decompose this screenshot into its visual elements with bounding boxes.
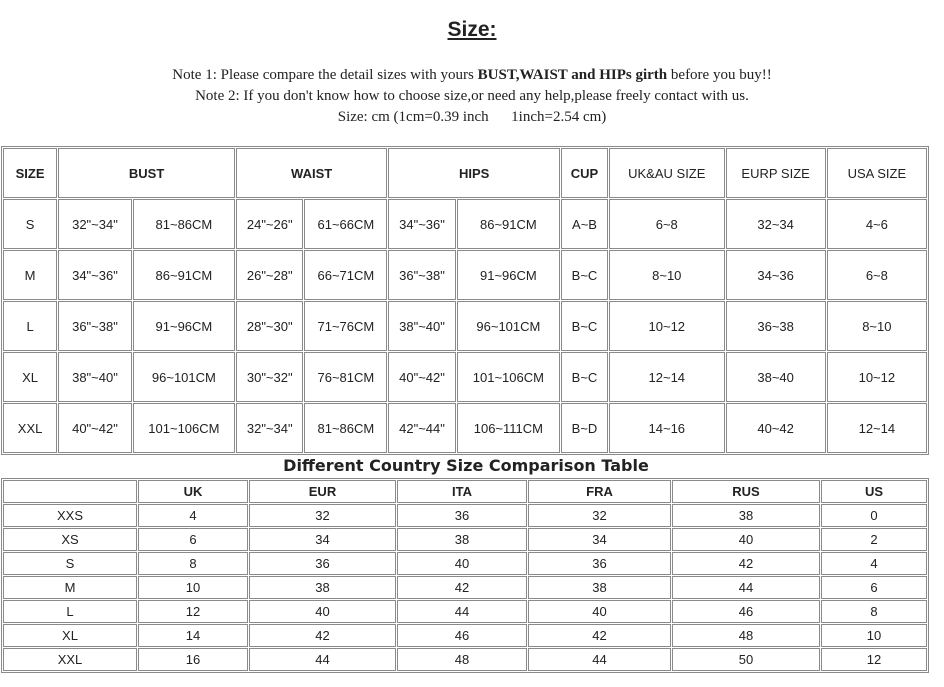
size-table-cell: 12~14 bbox=[827, 403, 927, 453]
comparison-cell: XS bbox=[3, 528, 137, 551]
comparison-cell: 36 bbox=[249, 552, 396, 575]
comparison-cell: 6 bbox=[138, 528, 248, 551]
comparison-table-body bbox=[3, 480, 927, 671]
size-table-cell: L bbox=[3, 301, 57, 351]
size-table-cell: 106~111CM bbox=[457, 403, 560, 453]
size-table-cell: 6~8 bbox=[827, 250, 927, 300]
size-table-row bbox=[3, 403, 927, 453]
comparison-cell: 10 bbox=[138, 576, 248, 599]
note-1-bold: BUST,WAIST and HIPs girth bbox=[477, 67, 668, 83]
comparison-cell: 14 bbox=[138, 624, 248, 647]
note-1-suffix: before you buy!! bbox=[667, 67, 772, 83]
comparison-cell: 48 bbox=[672, 624, 820, 647]
size-table-cell: 66~71CM bbox=[304, 250, 387, 300]
comparison-row bbox=[3, 600, 927, 623]
comparison-row bbox=[3, 504, 927, 527]
comparison-header-cell bbox=[3, 480, 137, 503]
size-header-hips: HIPS bbox=[388, 148, 560, 198]
size-table-row bbox=[3, 301, 927, 351]
notes-block bbox=[0, 65, 944, 128]
comparison-cell: L bbox=[3, 600, 137, 623]
size-table-cell: 34"~36" bbox=[388, 199, 455, 249]
size-table-body bbox=[3, 199, 927, 453]
comparison-cell: 38 bbox=[672, 504, 820, 527]
size-table-row bbox=[3, 199, 927, 249]
size-table-cell: 6~8 bbox=[609, 199, 725, 249]
comparison-cell: 40 bbox=[397, 552, 527, 575]
note-2: Note 2: If you don't know how to choose size,or need any help,please freely contact with us. bbox=[195, 88, 749, 104]
size-table-cell: 14~16 bbox=[609, 403, 725, 453]
page-title bbox=[0, 18, 944, 42]
size-table-cell: 34~36 bbox=[726, 250, 826, 300]
size-table-cell: B~C bbox=[561, 301, 608, 351]
comparison-cell: 36 bbox=[397, 504, 527, 527]
comparison-cell: XXS bbox=[3, 504, 137, 527]
comparison-cell: 40 bbox=[249, 600, 396, 623]
comparison-row bbox=[3, 528, 927, 551]
comparison-cell: 42 bbox=[397, 576, 527, 599]
comparison-header-cell: UK bbox=[138, 480, 248, 503]
size-table-cell: 40"~42" bbox=[388, 352, 455, 402]
size-table-cell: M bbox=[3, 250, 57, 300]
note-1-prefix: Note 1: Please compare the detail sizes with yours bbox=[172, 67, 478, 83]
size-table-cell: 36"~38" bbox=[58, 301, 132, 351]
size-table-row bbox=[3, 352, 927, 402]
size-table-cell: 42"~44" bbox=[388, 403, 455, 453]
size-table-cell: 4~6 bbox=[827, 199, 927, 249]
size-table-cell: 91~96CM bbox=[133, 301, 235, 351]
size-table-cell: 86~91CM bbox=[133, 250, 235, 300]
comparison-cell: 44 bbox=[672, 576, 820, 599]
size-header-usa: USA SIZE bbox=[827, 148, 927, 198]
size-table-cell: 32"~34" bbox=[58, 199, 132, 249]
comparison-cell: 50 bbox=[672, 648, 820, 671]
size-table-cell: 86~91CM bbox=[457, 199, 560, 249]
comparison-cell: 12 bbox=[138, 600, 248, 623]
size-table-cell: 40"~42" bbox=[58, 403, 132, 453]
size-header-bust: BUST bbox=[58, 148, 235, 198]
comparison-cell: 38 bbox=[397, 528, 527, 551]
comparison-cell: XXL bbox=[3, 648, 137, 671]
comparison-title: Different Country Size Comparison Table bbox=[283, 456, 649, 475]
comparison-cell: XL bbox=[3, 624, 137, 647]
comparison-cell: 40 bbox=[528, 600, 671, 623]
size-table-cell: B~C bbox=[561, 352, 608, 402]
size-table-cell: 81~86CM bbox=[133, 199, 235, 249]
comparison-cell: M bbox=[3, 576, 137, 599]
size-table-cell: 96~101CM bbox=[133, 352, 235, 402]
comparison-cell: 6 bbox=[821, 576, 927, 599]
size-table-cell: 36"~38" bbox=[388, 250, 455, 300]
size-table-cell: 8~10 bbox=[827, 301, 927, 351]
size-table-cell: 38"~40" bbox=[388, 301, 455, 351]
size-table-cell: 61~66CM bbox=[304, 199, 387, 249]
size-table-cell: A~B bbox=[561, 199, 608, 249]
page-title-text: Size: bbox=[447, 18, 497, 41]
size-table-cell: 91~96CM bbox=[457, 250, 560, 300]
comparison-cell: 38 bbox=[249, 576, 396, 599]
comparison-cell: 0 bbox=[821, 504, 927, 527]
size-table-cell: 34"~36" bbox=[58, 250, 132, 300]
comparison-cell: 32 bbox=[528, 504, 671, 527]
comparison-header-cell: EUR bbox=[249, 480, 396, 503]
comparison-cell: 36 bbox=[528, 552, 671, 575]
comparison-cell: 10 bbox=[821, 624, 927, 647]
size-table-cell: 32~34 bbox=[726, 199, 826, 249]
comparison-cell: 42 bbox=[249, 624, 396, 647]
size-table-header-row bbox=[3, 148, 927, 198]
comparison-cell: 44 bbox=[397, 600, 527, 623]
comparison-table bbox=[1, 478, 929, 673]
size-table-cell: 28"~30" bbox=[236, 301, 303, 351]
size-table-cell: 81~86CM bbox=[304, 403, 387, 453]
comparison-cell: 44 bbox=[249, 648, 396, 671]
size-table-cell: 40~42 bbox=[726, 403, 826, 453]
size-table-cell: 71~76CM bbox=[304, 301, 387, 351]
note-3: Size: cm (1cm=0.39 inch 1inch=2.54 cm) bbox=[337, 109, 607, 125]
size-table-cell: 96~101CM bbox=[457, 301, 560, 351]
size-table-cell: S bbox=[3, 199, 57, 249]
comparison-cell: 32 bbox=[249, 504, 396, 527]
comparison-cell: 40 bbox=[672, 528, 820, 551]
comparison-cell: 4 bbox=[138, 504, 248, 527]
size-header-waist: WAIST bbox=[236, 148, 387, 198]
size-header-eurp: EURP SIZE bbox=[726, 148, 826, 198]
comparison-header-cell: US bbox=[821, 480, 927, 503]
size-table-cell: 76~81CM bbox=[304, 352, 387, 402]
size-table-cell: XXL bbox=[3, 403, 57, 453]
size-header-ukau: UK&AU SIZE bbox=[609, 148, 725, 198]
comparison-cell: 34 bbox=[249, 528, 396, 551]
size-table-cell: 36~38 bbox=[726, 301, 826, 351]
comparison-row bbox=[3, 648, 927, 671]
size-table-cell: 10~12 bbox=[609, 301, 725, 351]
size-table-cell: 8~10 bbox=[609, 250, 725, 300]
size-table-cell: 26"~28" bbox=[236, 250, 303, 300]
comparison-row bbox=[3, 576, 927, 599]
comparison-header-row bbox=[3, 480, 927, 503]
size-table-cell: 38~40 bbox=[726, 352, 826, 402]
comparison-cell: 8 bbox=[138, 552, 248, 575]
size-table-row bbox=[3, 250, 927, 300]
comparison-cell: 38 bbox=[528, 576, 671, 599]
size-table-cell: 10~12 bbox=[827, 352, 927, 402]
comparison-cell: 12 bbox=[821, 648, 927, 671]
comparison-cell: 42 bbox=[672, 552, 820, 575]
size-table-cell: B~C bbox=[561, 250, 608, 300]
comparison-cell: 48 bbox=[397, 648, 527, 671]
comparison-cell: 44 bbox=[528, 648, 671, 671]
comparison-cell: 34 bbox=[528, 528, 671, 551]
comparison-row bbox=[3, 552, 927, 575]
size-table-cell: 12~14 bbox=[609, 352, 725, 402]
size-table-cell: B~D bbox=[561, 403, 608, 453]
comparison-header-cell: RUS bbox=[672, 480, 820, 503]
comparison-cell: 46 bbox=[397, 624, 527, 647]
comparison-header-cell: ITA bbox=[397, 480, 527, 503]
size-header-cup: CUP bbox=[561, 148, 608, 198]
size-table bbox=[1, 146, 929, 455]
size-table-cell: 30"~32" bbox=[236, 352, 303, 402]
note-1 bbox=[0, 65, 944, 86]
size-table-cell: 101~106CM bbox=[457, 352, 560, 402]
size-table-cell: XL bbox=[3, 352, 57, 402]
comparison-cell: 8 bbox=[821, 600, 927, 623]
comparison-cell: 42 bbox=[528, 624, 671, 647]
size-table-cell: 32"~34" bbox=[236, 403, 303, 453]
size-table-cell: 101~106CM bbox=[133, 403, 235, 453]
size-table-cell: 24"~26" bbox=[236, 199, 303, 249]
comparison-header-cell: FRA bbox=[528, 480, 671, 503]
size-header-size: SIZE bbox=[3, 148, 57, 198]
size-table-cell: 38"~40" bbox=[58, 352, 132, 402]
comparison-row bbox=[3, 624, 927, 647]
comparison-cell: S bbox=[3, 552, 137, 575]
comparison-cell: 46 bbox=[672, 600, 820, 623]
comparison-cell: 2 bbox=[821, 528, 927, 551]
comparison-cell: 4 bbox=[821, 552, 927, 575]
comparison-cell: 16 bbox=[138, 648, 248, 671]
